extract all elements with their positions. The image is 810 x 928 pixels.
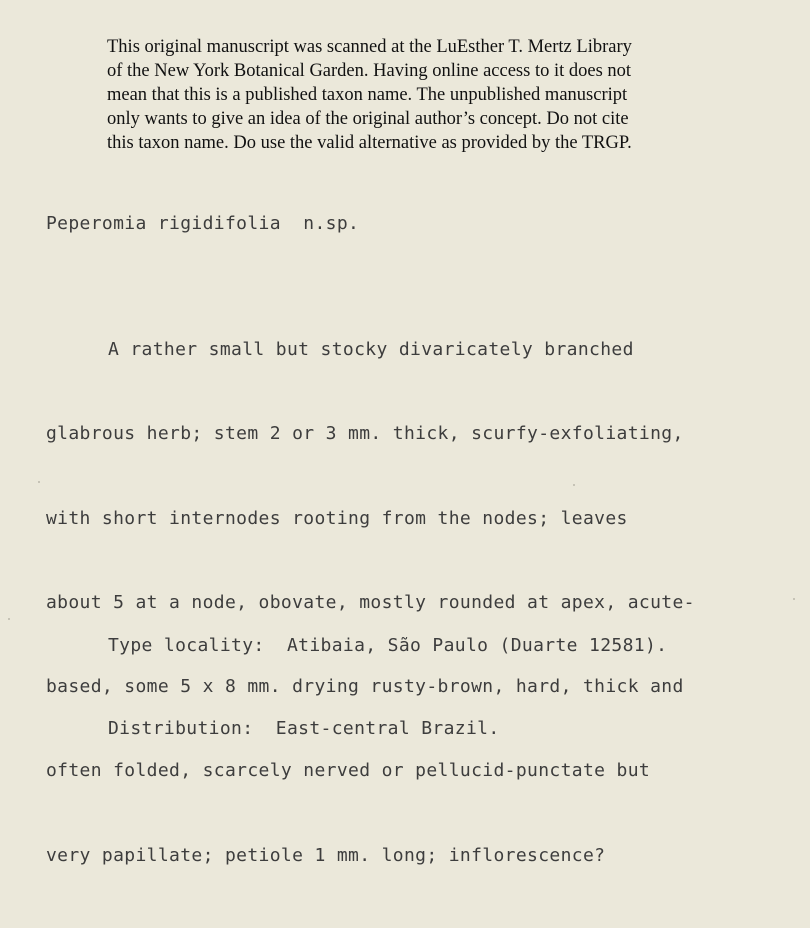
description-line: based, some 5 x 8 mm. drying rusty-brown, hard, thick and [46,676,684,698]
species-description [46,296,695,928]
disclaimer-line: of the New York Botanical Garden. Having online access to it does not [107,61,632,81]
description-line: often folded, scarcely nerved or pellucid-punctate but [46,760,651,782]
distribution: Distribution: East-central Brazil. [108,718,500,739]
type-locality: Type locality: Atibaia, São Paulo (Duarte 12581). [108,635,668,656]
description-line: with short internodes rooting from the nodes; leaves [46,507,628,529]
description-line: about 5 at a node, obovate, mostly rounded at apex, acute- [46,591,695,613]
disclaimer-notice [107,35,767,155]
description-line: A rather small but stocky divaricately branched [108,339,634,360]
description-line: glabrous herb; stem 2 or 3 mm. thick, scurfy-exfoliating, [46,423,684,445]
description-line: very papillate; petiole 1 mm. long; inflorescence? [46,844,606,866]
disclaimer-line: This original manuscript was scanned at the LuEsther T. Mertz Library [107,37,632,57]
disclaimer-line: mean that this is a published taxon name. The unpublished manuscript [107,85,628,105]
paper-speck [793,598,795,600]
disclaimer-line: only wants to give an idea of the original author’s concept. Do not cite [107,109,629,129]
species-title: Peperomia rigidifolia n.sp. [46,213,360,234]
disclaimer-line: this taxon name. Do use the valid alternative as provided by the TRGP. [107,133,632,153]
paper-speck [8,618,10,620]
paper-speck [573,484,575,486]
paper-speck [38,481,40,483]
